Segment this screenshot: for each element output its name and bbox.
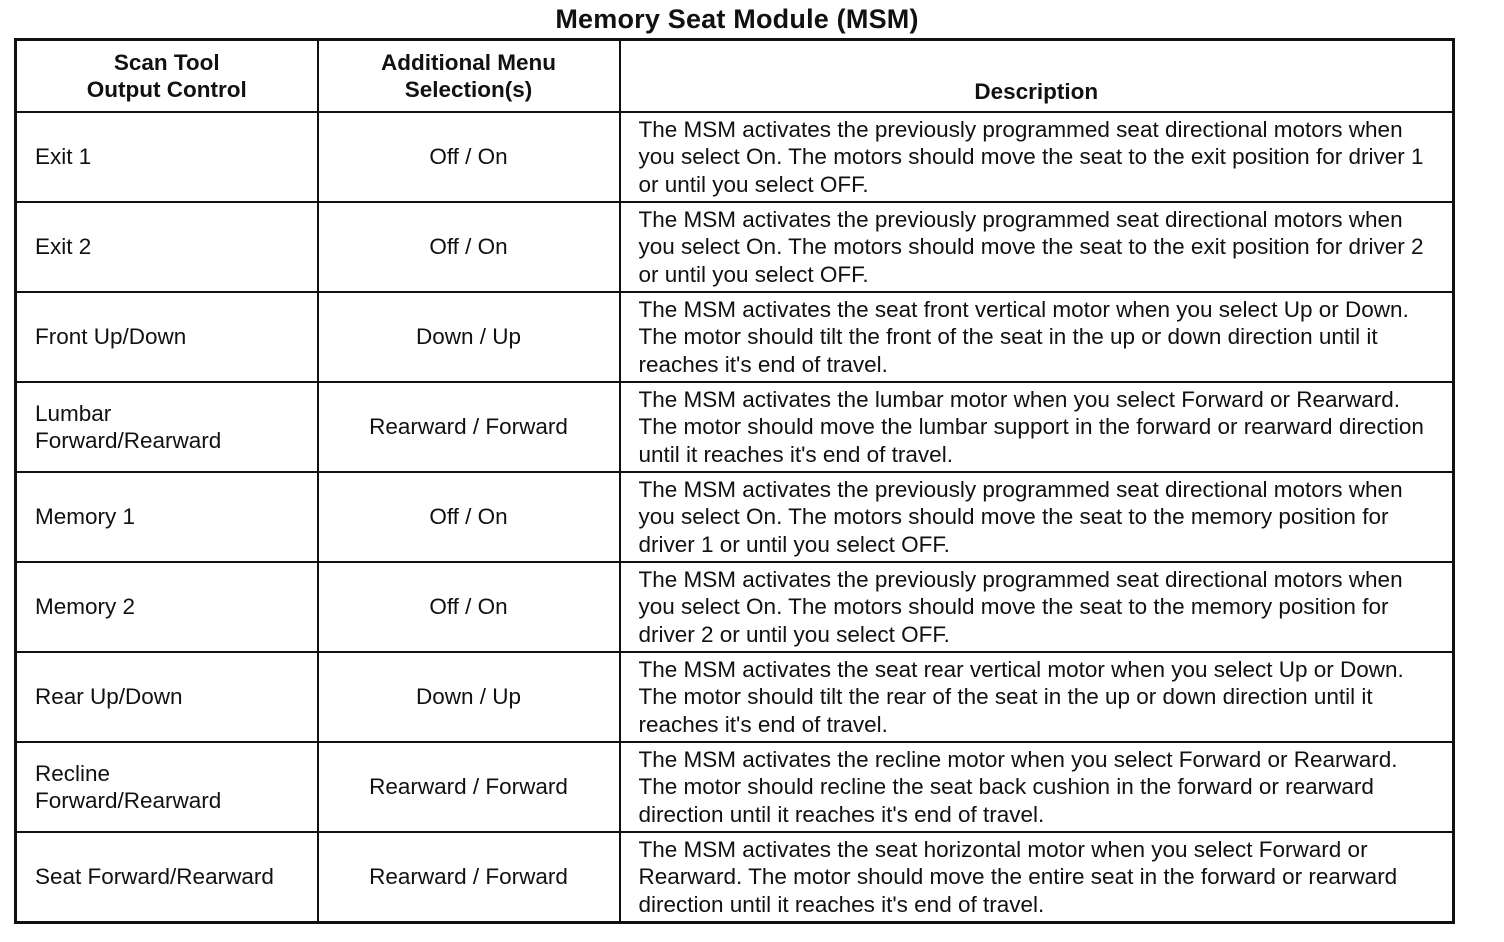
output-control-cell <box>16 202 318 292</box>
header-scan-tool-output-control <box>16 40 318 113</box>
output-control-cell <box>16 832 318 923</box>
description-cell: The MSM activates the previously programmed seat directional motors when you select On. The motors should move the seat to the exit position for driver 2 or until you select OFF. <box>620 202 1454 292</box>
table-header-row <box>16 40 1454 113</box>
output-control-name: Rear Up/Down <box>35 684 183 710</box>
output-control-cell <box>16 112 318 202</box>
output-control-name: Lumbar <box>35 400 112 426</box>
header-col2-line1: Additional Menu <box>381 50 556 75</box>
header-description: Description <box>620 40 1454 113</box>
header-col1-line1: Scan Tool <box>113 50 220 75</box>
header-additional-menu-selections <box>318 40 620 113</box>
output-control-cell <box>16 472 318 562</box>
output-control-cell <box>16 382 318 472</box>
menu-selection-cell: Down / Up <box>318 292 620 382</box>
menu-selection-cell: Rearward / Forward <box>318 742 620 832</box>
menu-selection-cell: Down / Up <box>318 652 620 742</box>
description-cell: The MSM activates the seat rear vertical motor when you select Up or Down. The motor should tilt the rear of the seat in the up or down direction until it reaches it's end of travel. <box>620 652 1454 742</box>
table-row <box>16 832 1454 923</box>
output-control-name: Seat Forward/Rearward <box>35 864 274 890</box>
table-row <box>16 292 1454 382</box>
output-control-name: Memory 1 <box>35 504 136 530</box>
output-control-name: Memory 2 <box>35 594 136 620</box>
description-cell: The MSM activates the previously programmed seat directional motors when you select On. The motors should move the seat to the memory position for driver 1 or until you select OFF. <box>620 472 1454 562</box>
output-control-name: Front Up/Down <box>35 324 187 350</box>
description-cell: The MSM activates the seat horizontal motor when you select Forward or Rearward. The motor should move the entire seat in the forward or rearward direction until it reaches it's end of travel. <box>620 832 1454 923</box>
description-cell: The MSM activates the seat front vertical motor when you select Up or Down. The motor should tilt the front of the seat in the up or down direction until it reaches it's end of travel. <box>620 292 1454 382</box>
menu-selection-cell: Off / On <box>318 202 620 292</box>
output-control-cell <box>16 742 318 832</box>
output-control-name: Exit 2 <box>35 234 92 260</box>
output-control-name: Recline <box>35 760 111 786</box>
description-cell: The MSM activates the recline motor when you select Forward or Rearward. The motor should recline the seat back cushion in the forward or rearward direction until it reaches it's end of travel. <box>620 742 1454 832</box>
msm-output-control-table <box>14 38 1455 924</box>
table-row <box>16 472 1454 562</box>
description-cell: The MSM activates the lumbar motor when you select Forward or Rearward. The motor should move the lumbar support in the forward or rearward direction until it reaches it's end of travel. <box>620 382 1454 472</box>
header-col2-line2: Selection(s) <box>404 77 533 102</box>
table-row <box>16 742 1454 832</box>
header-col1-line2: Output Control <box>86 77 247 102</box>
description-cell: The MSM activates the previously programmed seat directional motors when you select On. The motors should move the seat to the memory position for driver 2 or until you select OFF. <box>620 562 1454 652</box>
menu-selection-cell: Rearward / Forward <box>318 832 620 923</box>
menu-selection-cell: Off / On <box>318 562 620 652</box>
table-row <box>16 382 1454 472</box>
menu-selection-cell: Off / On <box>318 472 620 562</box>
page-title: Memory Seat Module (MSM) <box>555 4 919 34</box>
output-control-cell <box>16 652 318 742</box>
output-control-cell <box>16 562 318 652</box>
output-control-name-line2: Forward/Rearward <box>35 428 222 453</box>
menu-selection-cell: Rearward / Forward <box>318 382 620 472</box>
table-row <box>16 112 1454 202</box>
description-cell: The MSM activates the previously programmed seat directional motors when you select On. The motors should move the seat to the exit position for driver 1 or until you select OFF. <box>620 112 1454 202</box>
output-control-name-line2: Forward/Rearward <box>35 788 222 813</box>
table-row <box>16 652 1454 742</box>
output-control-name: Exit 1 <box>35 144 92 170</box>
table-row <box>16 202 1454 292</box>
menu-selection-cell: Off / On <box>318 112 620 202</box>
table-row <box>16 562 1454 652</box>
output-control-cell <box>16 292 318 382</box>
